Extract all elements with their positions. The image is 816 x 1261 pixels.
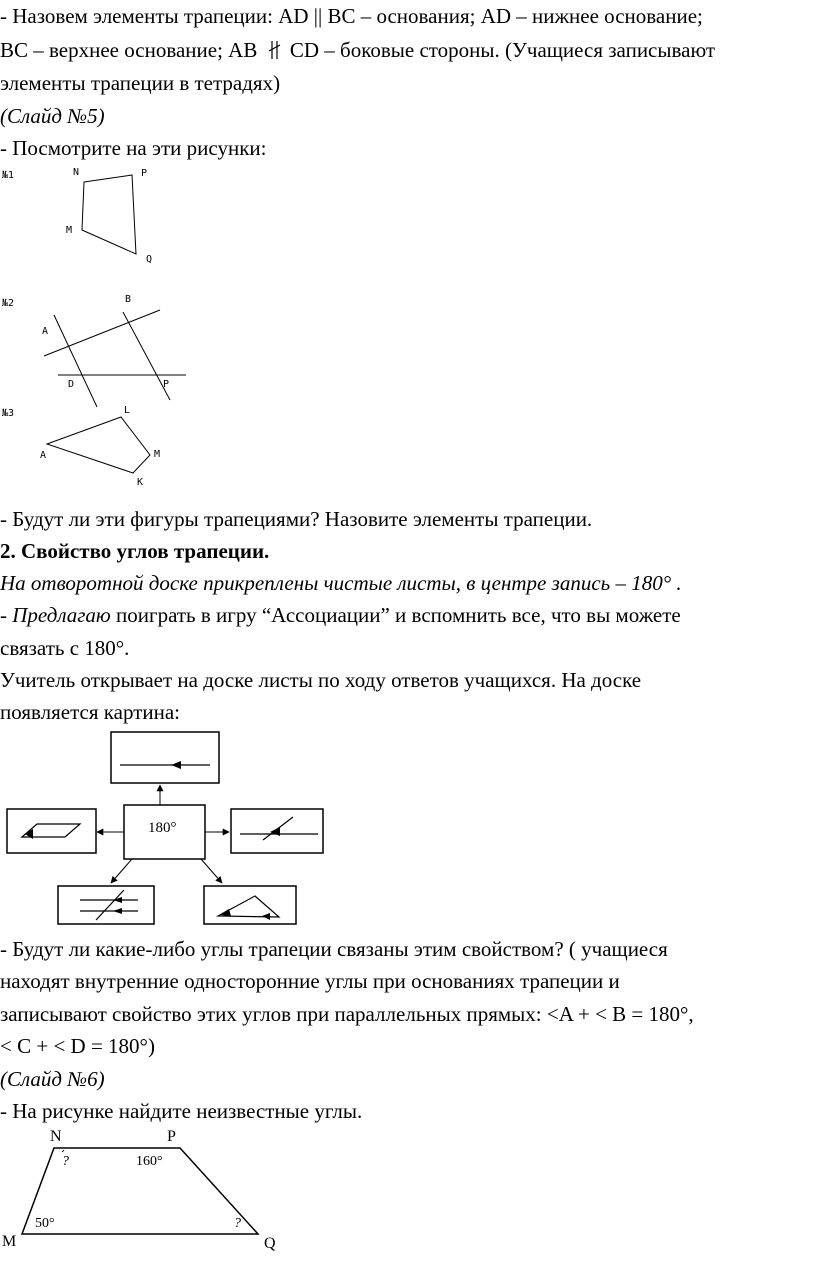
look-prompt: - Посмотрите на эти рисунки: <box>0 136 267 160</box>
teacher-line-1: Учитель открывает на доске листы по ходу ответов учащихся. На доске <box>0 668 642 692</box>
figure-1-label-n: N <box>73 167 80 178</box>
figure-2-label-b: B <box>125 294 132 305</box>
teacher-line-2: появляется картина: <box>0 700 180 724</box>
figure-3-label-a: A <box>40 450 47 461</box>
slide-5-label: (Слайд №5) <box>0 104 105 128</box>
figure-3-label-l: L <box>124 405 131 416</box>
figure-2-label-d: D <box>68 379 75 390</box>
figure-3-label-k: K <box>137 477 144 488</box>
figure-3-number: №3 <box>2 408 15 419</box>
figure-1-label-m: M <box>66 225 73 236</box>
figure-1-number: №1 <box>2 170 15 181</box>
offer-line-2: связать с 180°. <box>0 636 130 660</box>
trapezoid-label-n: N <box>50 1128 62 1145</box>
offer-italic: - Предлагаю <box>0 603 111 627</box>
angle-p-value: 160° <box>136 1154 163 1169</box>
intro-line-2-end: CD – боковые стороны. (Учащиеся записывают <box>289 38 716 62</box>
trapezoid-figure <box>0 1128 300 1258</box>
trapezoid-label-p: P <box>167 1128 176 1145</box>
slide-6-label: (Слайд №6) <box>0 1067 105 1091</box>
angle-q-value: ? <box>234 1216 241 1231</box>
figure-1-quadrilateral <box>0 162 200 272</box>
question-2-line-3: записывают свойство этих углов при параллельных прямых: <A + < B = 180°, <box>0 1002 694 1026</box>
intro-line-1: - Назовем элементы трапеции: AD || BC – основания; AD – нижнее основание; <box>0 4 703 28</box>
figure-2-label-a: A <box>42 326 49 337</box>
find-angles-prompt: - На рисунке найдите неизвестные углы. <box>0 1099 363 1123</box>
question-2-line-2: находят внутренние односторонние углы при основаниях трапеции и <box>0 969 620 993</box>
intro-line-2-start: BC – верхнее основание; AB <box>0 38 258 62</box>
trapezoid-label-q: Q <box>264 1235 276 1252</box>
figure-1-label-p: P <box>141 168 148 179</box>
figure-2-label-p: P <box>163 379 170 390</box>
trapezoid-label-m: M <box>2 1233 17 1250</box>
figure-2-lines <box>0 290 200 410</box>
offer-rest: поиграть в игру “Ассоциации” и вспомнить все, что вы можете <box>110 603 681 627</box>
center-value: 180° <box>148 820 177 836</box>
section-heading-angle-property: 2. Свойство углов трапеции. <box>0 539 270 563</box>
question-2-line-1: - Будут ли какие-либо углы трапеции связаны этим свойством? ( учащиеся <box>0 937 668 961</box>
angle-m-value: 50° <box>35 1216 55 1231</box>
figure-3-label-m: M <box>154 449 161 460</box>
offer-line-1 <box>0 603 681 627</box>
intro-line-2 <box>0 38 715 62</box>
angle-n-value: ? <box>62 1154 69 1169</box>
figure-1-label-q: Q <box>146 254 153 265</box>
association-diagram <box>0 728 340 933</box>
intro-line-3: элементы трапеции в тетрадях) <box>0 71 281 95</box>
board-note: На отворотной доске прикреплены чистые листы, в центре запись – 180° . <box>0 571 682 595</box>
question-trapezoids: - Будут ли эти фигуры трапециями? Назовите элементы трапеции. <box>0 507 593 531</box>
question-2-line-4: < C + < D = 180°) <box>0 1034 155 1058</box>
figure-3-quadrilateral <box>0 402 200 492</box>
not-parallel-icon <box>263 39 285 63</box>
figure-2-number: №2 <box>2 298 15 309</box>
